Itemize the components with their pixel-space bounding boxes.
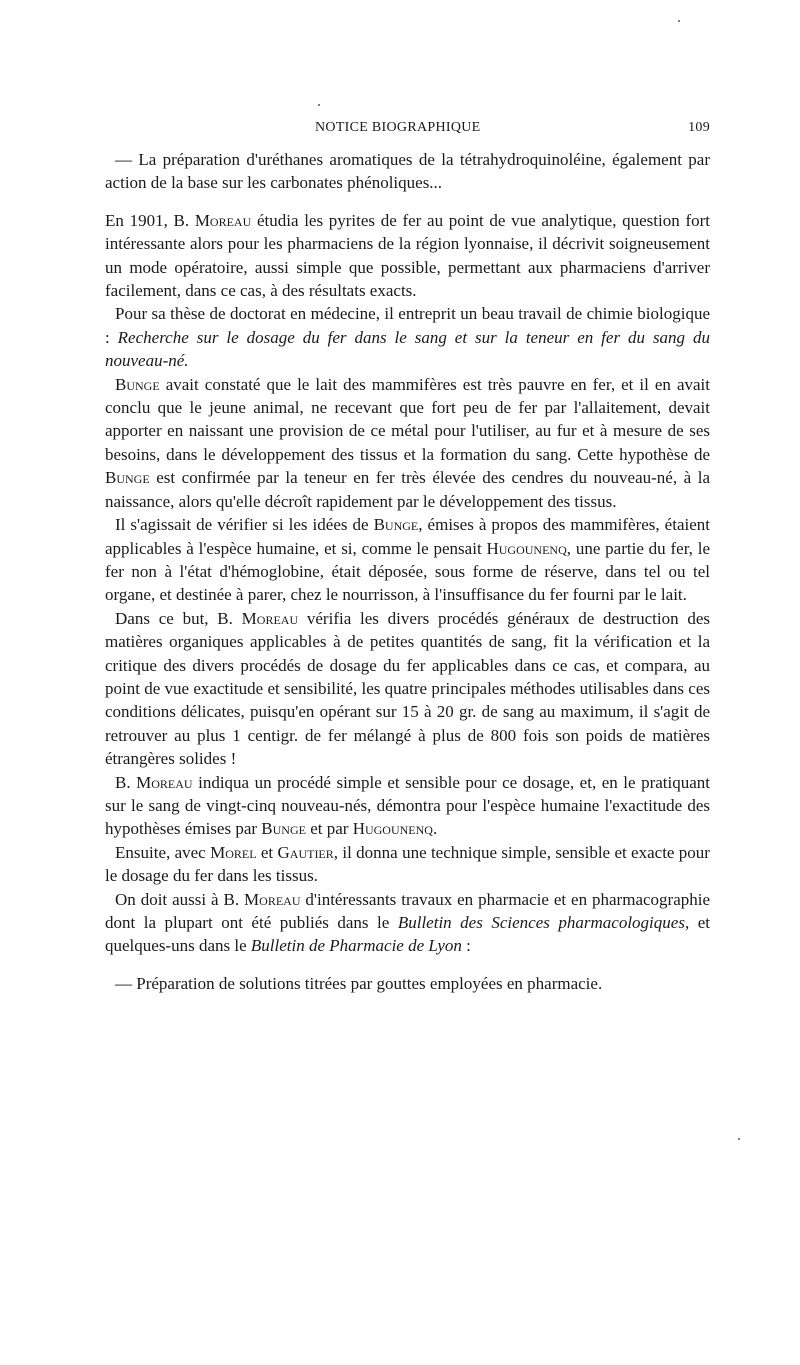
- paragraph-text: .: [432, 819, 438, 839]
- paragraph-text: avait constaté que le lait des mammifères est très pauvre en fer, et il en avait conclu que le jeune animal, ne recevant que fort peu de fer par l'allaitement, devait apporter en naissant une provision de ce métal pour l'utiliser, au fur et à mesure de ses besoins, dans le développement des tissus et la formation du sang. Cette hypothèse de: [105, 374, 710, 464]
- paragraph: [105, 771, 710, 841]
- paragraph: [105, 373, 710, 513]
- author-name: Gautier: [277, 842, 334, 862]
- paragraph: [105, 513, 710, 607]
- paragraph: [105, 302, 710, 372]
- author-name: Bunge: [115, 374, 160, 394]
- paragraph-text: indiqua un procédé simple et sensible pour ce dosage, et, en le pratiquant sur le sang de vingt-cinq nouveau-nés, démontra pour l'espèce humaine l'exactitude des hypothèses émises par: [105, 772, 711, 839]
- paragraph-text: et: [256, 842, 278, 862]
- ink-speck: [738, 1138, 740, 1140]
- paragraph-text: et par: [305, 819, 353, 839]
- paragraph-text: — Préparation de solutions titrées par gouttes employées en pharmacie.: [115, 973, 603, 993]
- author-name: Moreau: [241, 608, 299, 628]
- paragraph: [105, 841, 710, 888]
- paragraph-text: , une partie du fer, le fer non à l'état d'hémoglobine, était déposée, sous forme de réserve, dans tel ou tel organe, et destinée à parer, chez le nourrisson, à l'insuffisance du fer fourni par le lait.: [105, 538, 711, 605]
- paragraph: [105, 209, 710, 303]
- paragraph: [105, 148, 710, 195]
- paragraph-text: Pour sa thèse de doctorat en médecine, il entreprit un beau travail de chimie biologique :: [105, 304, 710, 347]
- paragraph-text: On doit aussi à B.: [115, 889, 245, 909]
- page-number: 109: [688, 120, 710, 135]
- paragraph-text: , et quelques-uns dans le: [105, 913, 710, 956]
- thesis-title: Recherche sur le dosage du fer dans le sang et sur la teneur en fer du sang du nouveau-né.: [105, 327, 710, 371]
- paragraph-text: B.: [115, 772, 137, 792]
- paragraph: [105, 607, 710, 771]
- body-text: [105, 148, 710, 995]
- author-name: Morel: [210, 842, 257, 862]
- author-name: Moreau: [244, 889, 301, 909]
- author-name: Hugounenq: [352, 819, 433, 839]
- paragraph-text: est confirmée par la teneur en fer très élevée des cendres du nouveau-né, à la naissance, alors qu'elle décroît rapidement par le développement des tissus.: [105, 468, 710, 511]
- page: [105, 120, 710, 995]
- paragraph-text: , émises à propos des mammifères, étaient applicables à l'espèce humaine, et si, comme le pensait: [105, 515, 710, 558]
- paragraph-text: — La préparation d'uréthanes aromatiques de la tétrahydroquinoléine, également par action de la base sur les carbonates phénoliques...: [105, 150, 710, 193]
- author-name: Hugounenq: [486, 538, 567, 558]
- author-name: Moreau: [136, 772, 193, 792]
- ink-speck: [318, 104, 320, 106]
- paragraph-text: vérifia les divers procédés généraux de destruction des matières organiques applicables à de petites quantités de sang, fit la vérification et la critique des divers procédés de dosage du fer applicables dans ce cas, et compara, au point de vue exactitude et sensibilité, les quatre principales méthodes utilisables dans ces conditions délicates, puisqu'en opérant sur 15 à 20 gr. de sang au maximum, il s'agit de retrouver au plus 1 centigr. de fer mélangé à plus de 800 fois son poids de matières étrangères solides !: [105, 608, 711, 769]
- journal-title: Bulletin des Sciences pharmacologiques: [397, 913, 685, 932]
- paragraph-text: Il s'agissait de vérifier si les idées de: [115, 515, 374, 535]
- paragraph-text: étudia les pyrites de fer au point de vue analytique, question fort intéressante alors pour les pharmaciens de la région lyonnaise, il décrivit soigneusement un mode opératoire, aussi simple que possible, permettant aux pharmaciens d'arriver facilement, dans ce cas, à des résultats exacts.: [105, 210, 710, 301]
- author-name: Bunge: [373, 515, 419, 535]
- paragraph: [105, 888, 710, 958]
- paragraph: [105, 972, 710, 995]
- paragraph-text: Dans ce but, B.: [115, 608, 242, 628]
- running-header: [315, 120, 710, 136]
- ink-speck: [678, 20, 680, 22]
- running-title: NOTICE BIOGRAPHIQUE: [315, 120, 481, 135]
- paragraph-text: En 1901, B.: [105, 210, 195, 230]
- author-name: Moreau: [194, 210, 252, 230]
- paragraph-text: Ensuite, avec: [115, 842, 211, 862]
- paragraph-text: d'intéressants travaux en pharmacie et en pharmacographie dont la plupart ont été publiés dans le: [105, 889, 711, 932]
- author-name: Bunge: [105, 468, 150, 488]
- paragraph-text: , il donna une technique simple, sensible et exacte pour le dosage du fer dans les tissus.: [105, 842, 710, 886]
- paragraph-text: :: [461, 936, 471, 956]
- journal-title: Bulletin de Pharmacie de Lyon: [250, 936, 462, 956]
- author-name: Bunge: [261, 819, 306, 839]
